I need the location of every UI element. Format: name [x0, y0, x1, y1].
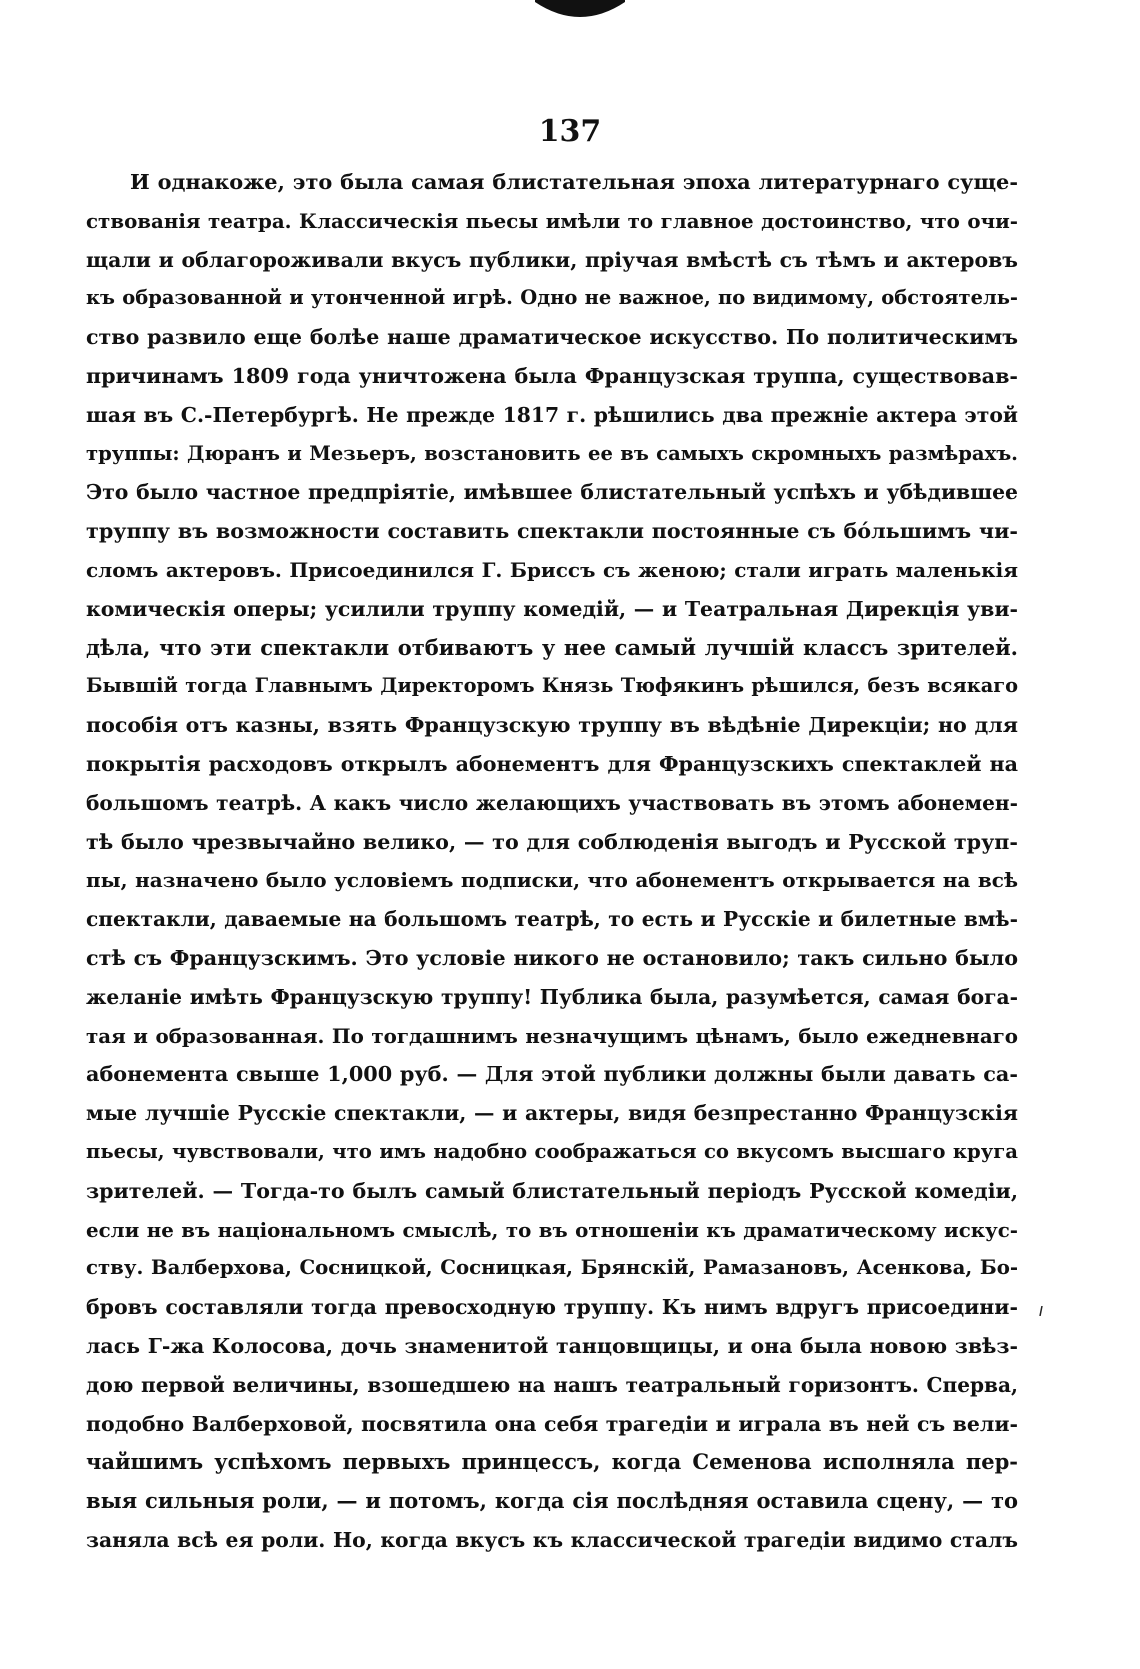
- text-line: заняла всѣ ея роли. Но, когда вкусъ къ классической трагедіи видимо сталъ: [86, 1527, 1018, 1552]
- text-line: желаніе имѣть Французскую труппу! Публика была, разумѣется, самая бога-: [86, 984, 1018, 1009]
- text-line: щали и облагороживали вкусъ публики, пріучая вмѣстѣ съ тѣмъ и актеровъ: [86, 247, 1018, 272]
- text-line: пы, назначено было условіемъ подписки, что абонементъ открывается на всѣ: [86, 868, 1018, 893]
- text-line: труппы: Дюранъ и Мезьеръ, возстановить ее въ самыхъ скромныхъ размѣрахъ.: [86, 441, 1018, 465]
- text-line: ству. Валберхова, Сосницкой, Сосницкая, Брянскій, Рамазановъ, Асенкова, Бо-: [86, 1256, 1018, 1280]
- text-line: тая и образованная. По тогдашнимъ незначущимъ цѣнамъ, было ежедневнаго: [86, 1023, 1018, 1048]
- text-line: дѣла, что эти спектакли отбиваютъ у нее самый лучшій классъ зрителей.: [86, 634, 1018, 660]
- page-number: 137: [538, 114, 602, 149]
- text-line: причинамъ 1809 года уничтожена была Французская труппа, существовав-: [86, 363, 1018, 388]
- text-line: зрителей. — Тогда-то былъ самый блистательный періодъ Русской комедіи,: [86, 1178, 1018, 1203]
- text-line: если не въ національномъ смыслѣ, то въ отношеніи къ драматическому искус-: [86, 1217, 1018, 1242]
- text-line: выя сильныя роли, — и потомъ, когда сія послѣдняя оставила сцену, — то: [86, 1488, 1018, 1514]
- text-line: И однакоже, это была самая блистательная эпоха литературнаго суще-: [130, 169, 1018, 194]
- text-line: ствованія театра. Классическія пьесы имѣли то главное достоинство, что очи-: [86, 208, 1018, 233]
- text-line: большомъ театрѣ. А какъ число желающихъ участвовать въ этомъ абонемен-: [86, 790, 1018, 815]
- text-line: тѣ было чрезвычайно велико, — то для соблюденія выгодъ и Русской труп-: [86, 829, 1018, 854]
- text-line: бровъ составляли тогда превосходную труппу. Къ нимъ вдругъ присоедини-: [86, 1295, 1018, 1320]
- text-line: лась Г-жа Колосова, дочь знаменитой танцовщицы, и она была новою звѣз-: [86, 1333, 1018, 1358]
- text-line: пособія отъ казны, взять Французскую труппу въ вѣдѣніе Дирекціи; но для: [86, 713, 1018, 738]
- text-line: комическія оперы; усилили труппу комедій, — и Театральная Дирекція уви-: [86, 596, 1018, 621]
- text-line: мые лучшіе Русскіе спектакли, — и актеры, видя безпрестанно Французскія: [86, 1101, 1018, 1126]
- text-line: ство развило еще болѣе наше драматическое искусство. По политическимъ: [86, 325, 1018, 350]
- text-line: Это было частное предпріятіе, имѣвшее блистательный успѣхъ и убѣдившее: [86, 480, 1018, 505]
- text-line: шая въ С.-Петербургѣ. Не прежде 1817 г. рѣшились два прежніе актера этой: [86, 402, 1018, 427]
- text-line: къ образованной и утонченной игрѣ. Одно не важное, по видимому, обстоятель-: [86, 286, 1018, 310]
- text-line: чайшимъ успѣхомъ первыхъ принцессъ, когда Семенова исполняла пер-: [86, 1449, 1018, 1475]
- text-line: Бывшій тогда Главнымъ Директоромъ Князь Тюфякинъ рѣшился, безъ всякаго: [86, 674, 1018, 698]
- text-line: абонемента свыше 1,000 руб. — Для этой публики должны были давать са-: [86, 1061, 1018, 1087]
- text-line: подобно Валберховой, посвятила она себя трагедіи и играла въ ней съ вели-: [86, 1411, 1018, 1436]
- text-line: стѣ съ Французскимъ. Это условіе никого не остановило; такъ сильно было: [86, 945, 1018, 970]
- text-line: пьесы, чувствовали, что имъ надобно соображаться со вкусомъ высшаго круга: [86, 1139, 1018, 1163]
- top-edge-mark: [535, 0, 625, 22]
- text-line: спектакли, даваемые на большомъ театрѣ, то есть и Русскіе и билетные вмѣ-: [86, 907, 1018, 932]
- text-line: труппу въ возможности составить спектакли постоянные съ бóльшимъ чи-: [86, 519, 1018, 544]
- text-line: покрытія расходовъ открылъ абонементъ для Французскихъ спектаклей на: [86, 751, 1018, 776]
- body-paragraph: [86, 163, 1018, 1560]
- text-line: дою первой величины, взошедшею на нашъ театральный горизонтъ. Сперва,: [86, 1372, 1018, 1397]
- text-line: сломъ актеровъ. Присоединился Г. Бриссъ съ женою; стали играть маленькія: [86, 557, 1018, 582]
- stray-ink-mark: [1038, 1306, 1044, 1316]
